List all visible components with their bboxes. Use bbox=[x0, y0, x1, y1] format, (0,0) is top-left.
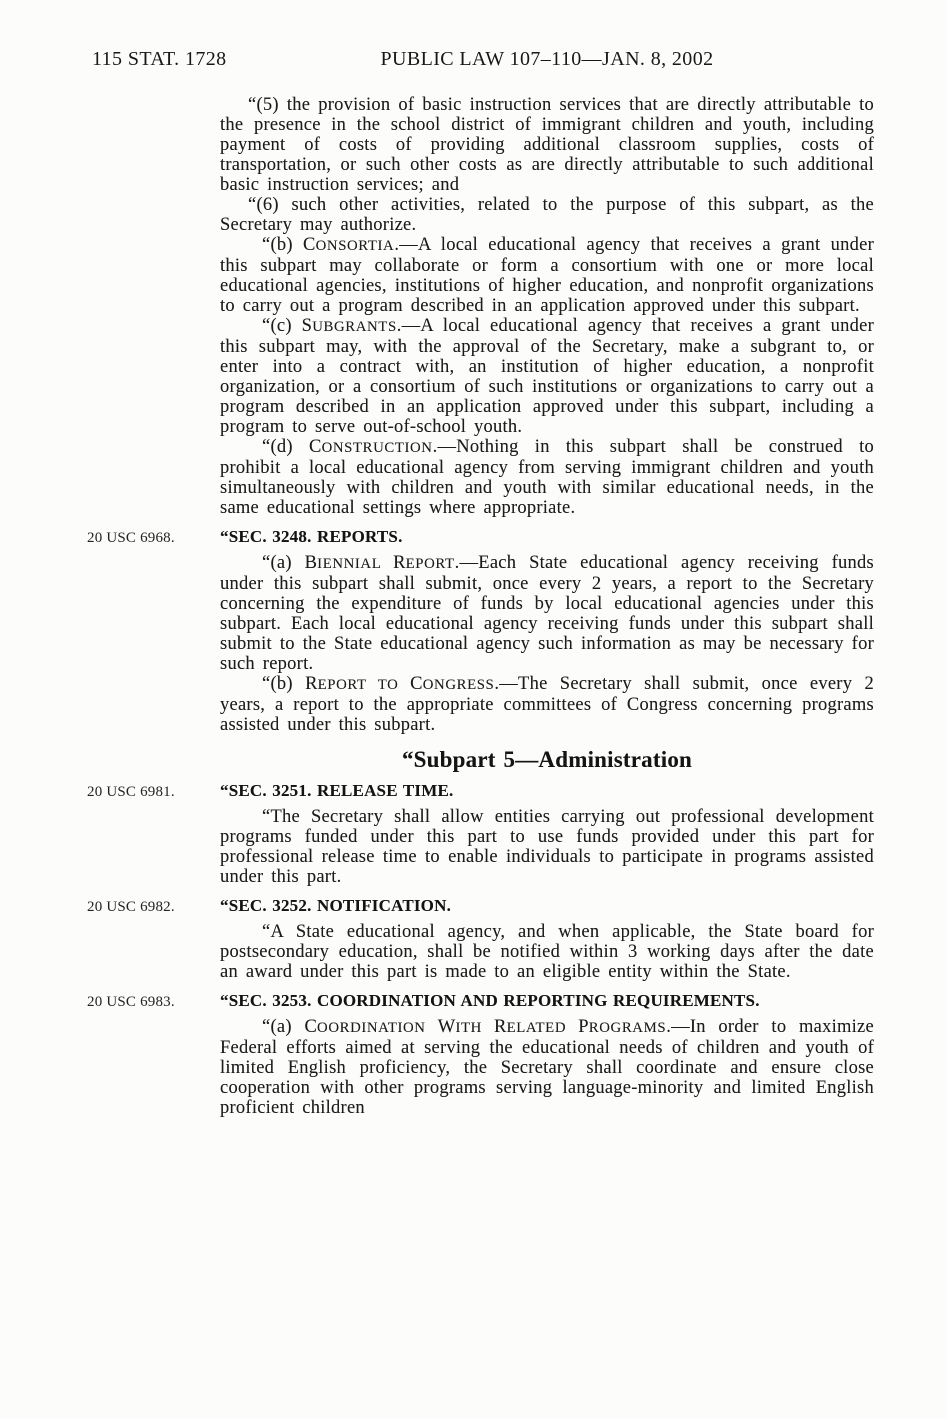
text-run: P bbox=[578, 1017, 589, 1037]
text-run: “(5) the provision of basic instruction services that are directly attributable to the presence in the school district of immigrant children and youth, including payment of costs of providing additional classroom supplies, costs of transportation, or such other costs as are directly attributable to such additional basic instruction services; and bbox=[220, 95, 874, 195]
statute-paragraph bbox=[220, 1017, 874, 1118]
section-heading bbox=[87, 527, 874, 547]
statute-paragraph bbox=[220, 674, 874, 735]
section-heading-text: “SEC. 3253. COORDINATION AND REPORTING REQUIREMENTS. bbox=[220, 991, 760, 1010]
small-caps-run: ELATED bbox=[506, 1020, 579, 1036]
usc-margin-note: 20 USC 6981. bbox=[87, 784, 175, 800]
text-run: “(d) C bbox=[262, 437, 322, 457]
statute-item bbox=[220, 195, 874, 235]
text-run: “(b) C bbox=[262, 235, 316, 255]
text-run: “The Secretary shall allow entities carrying out professional development programs funded under this part to use funds provided under this part for professional release time to enable individuals to participate in programs assisted under this part. bbox=[220, 807, 874, 887]
text-run: .—Each State educational agency receiving funds under this subpart shall submit, once every 2 years, a report to the Secretary concerning the expenditure of funds by local educational agencies under this subpart. Each local educational agency receiving funds under this subpart shall submit to the State educational agency such information as may be necessary for such report. bbox=[220, 553, 874, 674]
statute-paragraph bbox=[220, 807, 874, 887]
text-run: W bbox=[437, 1017, 456, 1037]
small-caps-run: ONGRESS bbox=[422, 677, 495, 693]
running-head-law-title: PUBLIC LAW 107–110—JAN. 8, 2002 bbox=[380, 48, 714, 70]
text-run: “A State educational agency, and when applicable, the State board for postsecondary education, shall be notified within 3 working days after the date an award under this part is made to an eligible entity within the State. bbox=[220, 922, 874, 982]
small-caps-run: ONSORTIA bbox=[315, 238, 395, 254]
text-run: “(a) C bbox=[262, 1017, 318, 1037]
small-caps-run: ITH bbox=[455, 1020, 495, 1036]
text-run: .—Nothing in this subpart shall be construed to prohibit a local educational agency from serving immigrant children and youth simultaneously with children and youth with similar educational needs, in the same educational settings where appropriate. bbox=[220, 437, 875, 518]
text-run: “(b) R bbox=[262, 674, 318, 694]
text-run: “(c) S bbox=[262, 316, 313, 336]
section-heading bbox=[87, 896, 874, 916]
statute-paragraph bbox=[220, 437, 874, 518]
section-heading-text: “SEC. 3252. NOTIFICATION. bbox=[220, 896, 452, 915]
text-run: “(6) such other activities, related to the purpose of this subpart, as the Secretary may authorize. bbox=[220, 195, 874, 235]
stat-page-number: 115 STAT. 1728 bbox=[92, 48, 227, 70]
statute-item bbox=[220, 95, 874, 195]
content-column bbox=[87, 95, 875, 1118]
text-run: C bbox=[410, 674, 423, 694]
text-run: .—A local educational agency that receives a grant under this subpart may, with the approval of the Secretary, make a subgrant to, or enter into a contract with, an institution of higher education, a nonprofit organization, or a consortium of such institutions or organizations to carry out a program described in an application approved under this subpart, including a program to serve out-of-school youth. bbox=[220, 316, 874, 437]
small-caps-run: ROGRAMS bbox=[588, 1020, 667, 1036]
small-caps-run: OORDINATION bbox=[317, 1020, 438, 1036]
text-run: R bbox=[393, 553, 406, 573]
statute-paragraph bbox=[220, 235, 874, 316]
small-caps-run: UBGRANTS bbox=[312, 319, 397, 335]
subpart-heading: “Subpart 5—Administration bbox=[401, 747, 693, 772]
usc-margin-note: 20 USC 6968. bbox=[87, 530, 175, 546]
text-run: R bbox=[494, 1017, 507, 1037]
usc-margin-note: 20 USC 6982. bbox=[87, 899, 175, 915]
text-run: .—In order to maximize Federal efforts aimed at serving the educational needs of children and youth of limited English proficiency, the Secretary shall coordinate and ensure close cooperation with other programs serving language-minority and limited English proficient children bbox=[220, 1017, 874, 1118]
section-heading-text: “SEC. 3248. REPORTS. bbox=[220, 527, 403, 546]
text-run: .—A local educational agency that receives a grant under this subpart may collaborate or form a consortium with one or more local educational agencies, institutions of higher education, and nonprofit organizations to carry out a program described in an application approved under this subpart. bbox=[220, 235, 875, 316]
section-heading-text: “SEC. 3251. RELEASE TIME. bbox=[220, 781, 454, 800]
statute-paragraph bbox=[220, 316, 874, 437]
page-header bbox=[0, 48, 947, 72]
statute-paragraph bbox=[220, 922, 874, 982]
small-caps-run: ONSTRUCTION bbox=[321, 440, 433, 456]
statute-paragraph bbox=[220, 553, 874, 674]
usc-margin-note: 20 USC 6983. bbox=[87, 994, 175, 1010]
small-caps-run: IENNIAL bbox=[317, 556, 394, 572]
text-run: “(a) B bbox=[262, 553, 318, 573]
small-caps-run: EPORT TO bbox=[317, 677, 411, 693]
small-caps-run: EPORT bbox=[405, 556, 455, 572]
section-heading bbox=[87, 991, 874, 1011]
text-run: .—The Secretary shall submit, once every 2 years, a report to the appropriate committees of Congress concerning programs assisted under this subpart. bbox=[220, 674, 874, 735]
section-heading bbox=[87, 781, 874, 801]
